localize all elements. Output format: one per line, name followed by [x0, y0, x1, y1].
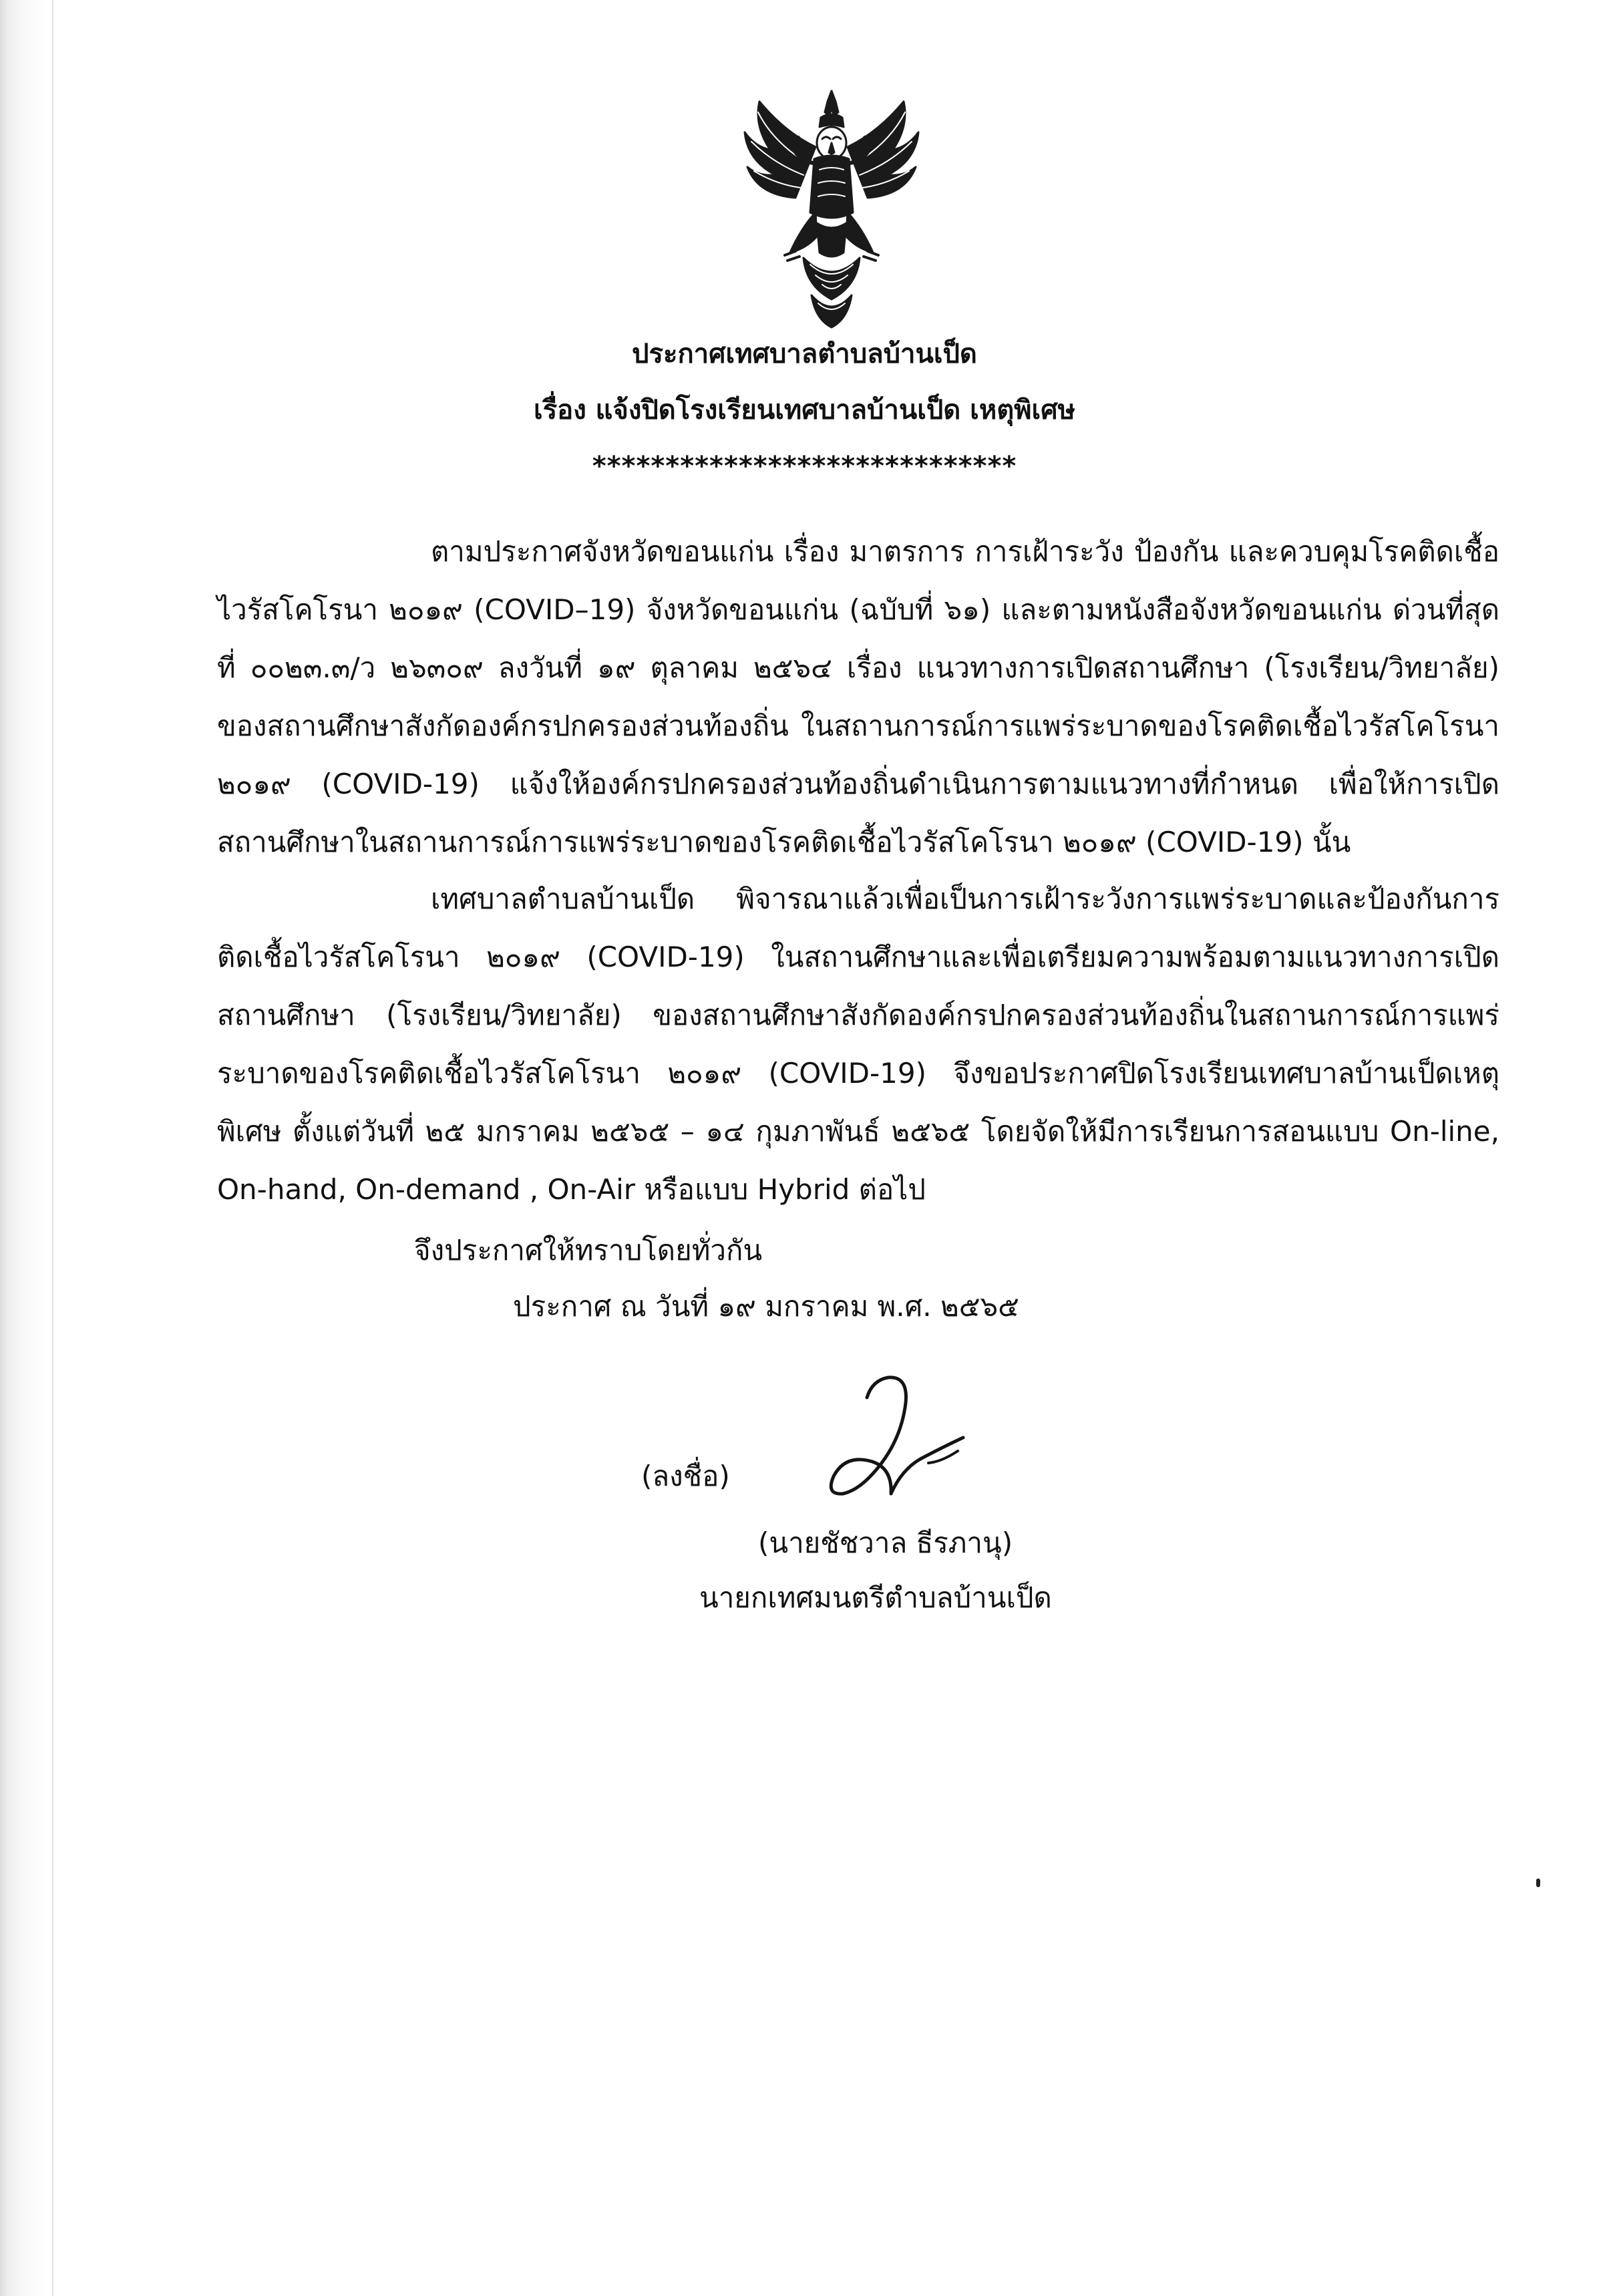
signer-name: (นายชัชวาล ธีรภานุ)	[758, 1526, 1013, 1559]
signer-position: นายกเทศมนตรีตำบลบ้านเป็ด	[699, 1581, 1052, 1614]
scan-speck	[1536, 1878, 1540, 1887]
closing-statement: จึงประกาศให้ทราบโดยทั่วกัน	[414, 1234, 763, 1267]
announcement-title: ประกาศเทศบาลตำบลบ้านเป็ด	[632, 339, 977, 369]
body-paragraph-reference: ตามประกาศจังหวัดขอนแก่น เรื่อง มาตรการ การเฝ้าระวัง ป้องกัน และควบคุมโรคติดเชื้อไวรัสโคโรนา ๒๐๑๙ (COVID–19) จังหวัดขอนแก่น (ฉบับที่ ๖๑) และตามหนังสือจังหวัดขอนแก่น ด่วนที่สุด ที่ ๐๐๒๓.๓/ว ๒๖๓๐๙ ลงวันที่ ๑๙ ตุลาคม ๒๕๖๔ เรื่อง แนวทางการเปิดสถานศึกษา (โรงเรียน/วิทยาลัย) ของสถานศึกษาสังกัดองค์กรปกครองส่วนท้องถิ่น ในสถานการณ์การแพร่ระบาดของโรคติดเชื้อไวรัสโคโรนา ๒๐๑๙ (COVID-19) แจ้งให้องค์กรปกครองส่วนท้องถิ่นดำเนินการตามแนวทางที่กำหนด เพื่อให้การเปิดสถานศึกษาในสถานการณ์การแพร่ระบาดของโรคติดเชื้อไวรัสโคโรนา ๒๐๑๙ (COVID-19) นั้น	[217, 535, 1499, 858]
signature-label: (ลงชื่อ)	[641, 1460, 730, 1492]
garuda-emblem	[729, 86, 934, 333]
announcement-subject: เรื่อง แจ้งปิดโรงเรียนเทศบาลบ้านเป็ด เหตุพิเศษ	[534, 395, 1075, 426]
body-paragraph-decision: เทศบาลตำบลบ้านเป็ด พิจารณาแล้วเพื่อเป็นการเฝ้าระวังการแพร่ระบาดและป้องกันการติดเชื้อไวรัสโคโรนา ๒๐๑๙ (COVID-19) ในสถานศึกษาและเพื่อเตรียมความพร้อมตามแนวทางการเปิดสถานศึกษา (โรงเรียน/วิทยาลัย) ของสถานศึกษาสังกัดองค์กรปกครองส่วนท้องถิ่นในสถานการณ์การแพร่ระบาดของโรคติดเชื้อไวรัสโคโรนา ๒๐๑๙ (COVID-19) จึงขอประกาศปิดโรงเรียนเทศบาลบ้านเป็ดเหตุพิเศษ ตั้งแต่วันที่ ๒๕ มกราคม ๒๕๖๕ – ๑๔ กุมภาพันธ์ ๒๕๖๕ โดยจัดให้มีการเรียนการสอนแบบ On-line, On-hand, On-demand , On-Air หรือแบบ Hybrid ต่อไป	[217, 882, 1499, 1206]
announcement-date: ประกาศ ณ วันที่ ๑๙ มกราคม พ.ศ. ๒๕๖๕	[513, 1290, 1019, 1323]
handwritten-signature	[808, 1363, 975, 1530]
asterisk-divider: *****************************	[592, 451, 1017, 482]
